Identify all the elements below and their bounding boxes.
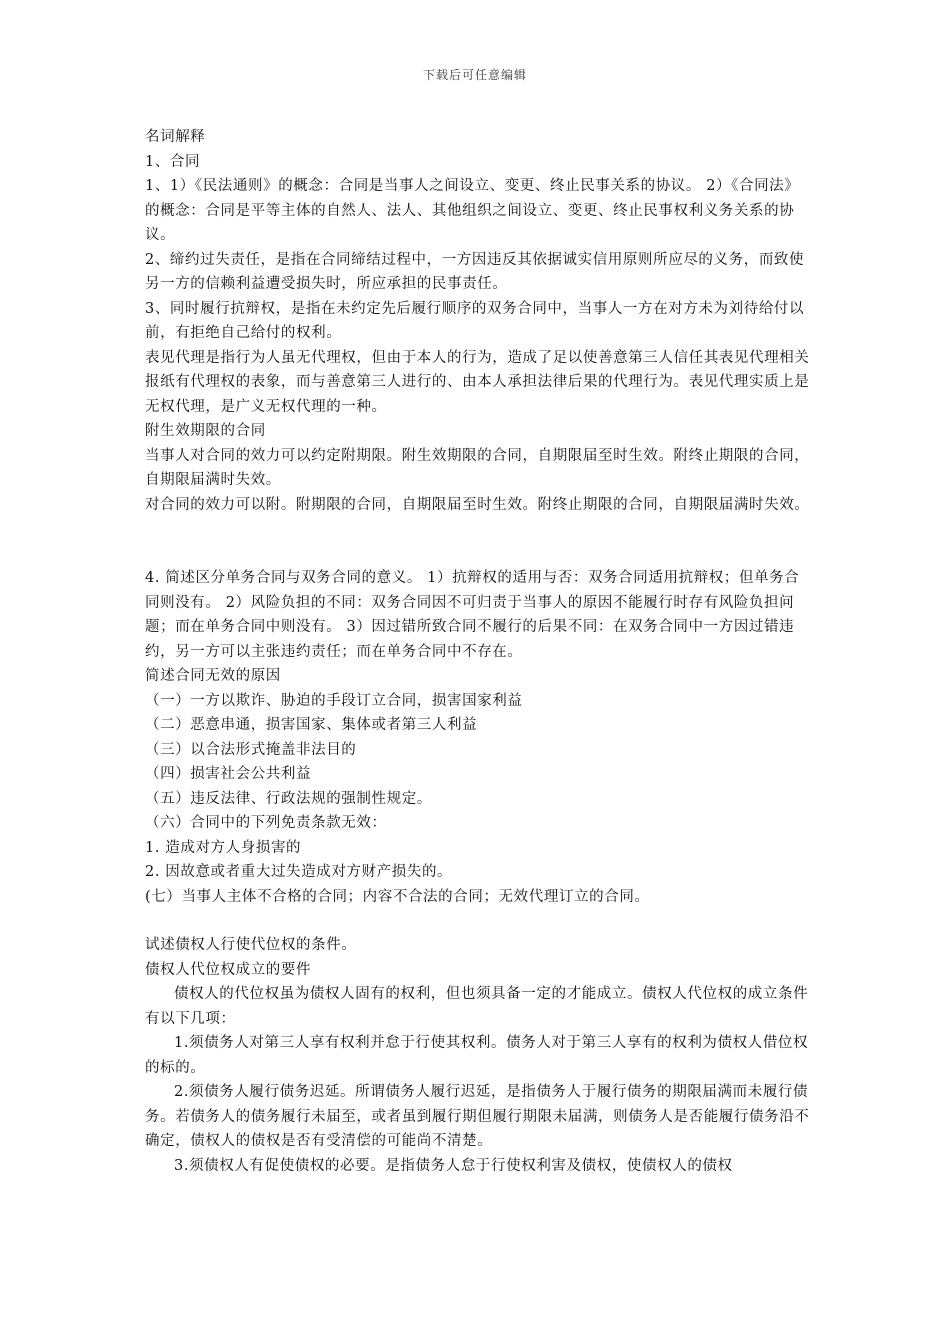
item-title: 1、合同	[145, 153, 201, 170]
term-contract-title: 附生效期限的合同	[145, 423, 266, 439]
list-item: （三）以合法形式掩盖非法目的	[145, 741, 357, 758]
spacer	[145, 909, 813, 933]
list-item: （五）违反法律、行政法规的强制性规定。	[145, 790, 432, 807]
section-heading: 名词解释	[145, 129, 206, 145]
subrogation-intro: 债权人的代位权虽为债权人固有的权利，但也须具备一定的才能成立。债权人代位权的成立条件有以下几项：	[145, 986, 809, 1027]
list-item: （六）合同中的下列免责条款无效：	[145, 815, 387, 831]
simultaneous-defense: 3、同时履行抗辩权，是指在未约定先后履行顺序的双务合同中，当事人一方在对方未为刘待给付以前，有拒绝自己给付的权利。	[145, 300, 805, 341]
list-item: （一）一方以欺诈、胁迫的手段订立合同，损害国家利益	[145, 692, 523, 709]
subrogation-subtitle: 债权人代位权成立的要件	[145, 961, 312, 978]
subrogation-question: 试述债权人行使代位权的条件。	[145, 937, 357, 953]
list-item: 2. 因故意或者重大过失造成对方财产损失的。	[145, 864, 453, 880]
question-4: 4. 简述区分单务合同与双务合同的意义。 1）抗辩权的适用与否：双务合同适用抗辩权；但单务合同则没有。 2）风险负担的不同：双务合同因不可归责于当事人的原因不能履行时存有风险负担问题；而在单务合同中则没有。 3）因过错所致合同不履行的后果不同：在双务合同中一方因过错违约，另一方可以主张违约责任；而在单务合同中不存在。	[145, 570, 800, 660]
condition-1: 1.须债务人对第三人享有权利并怠于行使其权利。债务人对于第三人享有的权利为债权人借位权的标的。	[145, 1035, 809, 1076]
list-item: （二）恶意串通，损害国家、集体或者第三人利益	[145, 717, 478, 733]
spacer	[145, 517, 813, 566]
document-body	[145, 125, 813, 1178]
page-header: 下载后可任意编辑	[422, 68, 527, 82]
condition-3: 3.须债权人有促使债权的必要。是指债务人怠于行使权利害及债权，使债权人的债权	[174, 1157, 733, 1174]
apparent-agency: 表见代理是指行为人虽无代理权，但由于本人的行为，造成了足以使善意第三人信任其表见代理相关报纸有代理权的表象，而与善意第三人进行的、由本人承担法律后果的代理行为。表见代理实质上是无权代理，是广义无权代理的一种。	[145, 349, 810, 415]
contract-definition: 1、1）《民法通则》的概念：合同是当事人之间设立、变更、终止民事关系的协议。 2）《合同法》的概念：合同是平等主体的自然人、法人、其他组织之间设立、变更、终止民事权利义务关系的协议。	[145, 178, 800, 243]
precontract-liability: 2、缔约过失责任，是指在合同缔结过程中，一方因违反其依据诚实信用原则所应尽的义务，而致使另一方的信赖利益遭受损失时，所应承担的民事责任。	[145, 251, 805, 292]
invalid-causes-title: 简述合同无效的原因	[145, 668, 281, 684]
term-contract-text-2: 对合同的效力可以附。附期限的合同，自期限届至时生效。附终止期限的合同，自期限届满时失效。	[145, 496, 810, 513]
list-item: (七）当事人主体不合格的合同；内容不合法的合同；无效代理订立的合同。	[145, 888, 650, 905]
term-contract-text: 当事人对合同的效力可以约定附期限。附生效期限的合同，自期限届至时生效。附终止期限的合同，自期限届满时失效。	[145, 447, 810, 488]
list-item: 1. 造成对方人身损害的	[145, 839, 302, 856]
list-item: （四）损害社会公共利益	[145, 766, 312, 782]
condition-2: 2.须债务人履行债务迟延。所谓债务人履行迟延，是指债务人于履行债务的期限届满而未履行债务。若债务人的债务履行未届至，或者虽到履行期但履行期限未届满，则债务人是否能履行债务沿不确定，债权人的债权是否有受清偿的可能尚不清楚。	[145, 1084, 810, 1149]
